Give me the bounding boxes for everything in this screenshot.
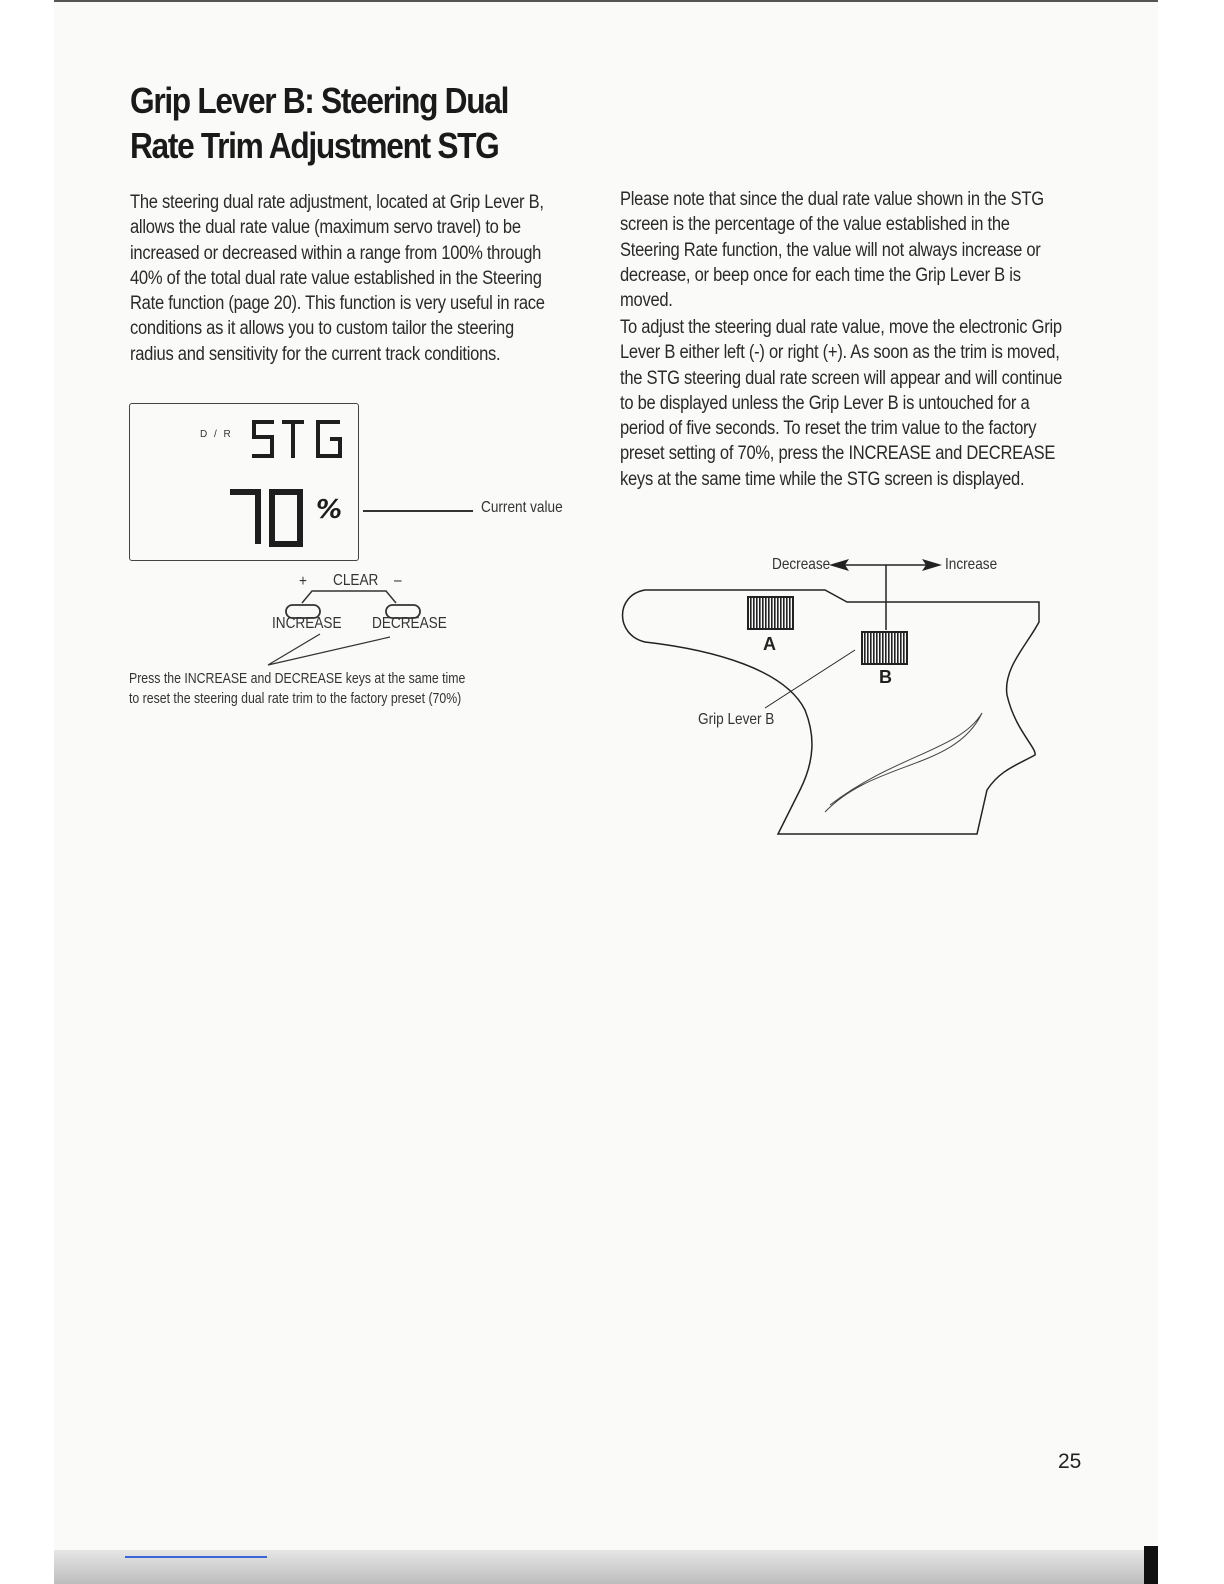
- grip-outline: [623, 590, 1040, 834]
- increase-label: INCREASE: [272, 615, 342, 632]
- increase-direction-label: Increase: [945, 556, 998, 573]
- lcd-glyph-t: [282, 422, 304, 458]
- lcd-segment-display: [130, 404, 358, 560]
- keys-caption: [129, 669, 473, 709]
- lcd-mode-label: D / R: [200, 429, 233, 440]
- minus-sign: –: [394, 572, 402, 589]
- clear-label: CLEAR: [333, 572, 379, 589]
- note-paragraph: Please note that since the dual rate value shown in the STG screen is the percentage of the value established in the Steering Rate function, the value will not always increase or decrease, or beep once for each time the Grip Lever B is moved.: [620, 189, 1044, 312]
- lcd-glyph-g: [318, 422, 340, 456]
- lever-a[interactable]: [748, 597, 793, 629]
- page-title: [130, 78, 552, 168]
- grip-diagram: [615, 550, 1055, 850]
- lever-b-label: B: [879, 667, 892, 687]
- plus-sign: +: [299, 573, 307, 590]
- lcd-screen-name: STG: [302, 456, 304, 457]
- direction-arrow: [829, 559, 942, 630]
- caption-line-1: Press the INCREASE and DECREASE keys at the same time: [129, 670, 466, 687]
- title-line-1: Grip Lever B: Steering Dual: [130, 80, 509, 121]
- scan-artifact-line: [125, 1556, 267, 1558]
- intro-paragraph: The steering dual rate adjustment, located at Grip Lever B, allows the dual rate value (maximum servo travel) to be increased or decreased within a range from 100% through 40% of the total dual rate value established in the Steering Rate function (page 20). This function is very useful in race conditions as it allows you to custom tailor the steering radius and sensitivity for the current track conditions.: [130, 192, 545, 365]
- scan-artifact-corner: [1144, 1546, 1158, 1584]
- lcd-glyph-s: [254, 422, 272, 456]
- current-value-label: Current value: [481, 499, 563, 516]
- lcd-screen-figure: [129, 403, 359, 561]
- caption-line-2: to reset the steering dual rate trim to the factory preset (70%): [129, 690, 462, 707]
- decrease-direction-label: Decrease: [772, 556, 831, 573]
- adjust-paragraph: To adjust the steering dual rate value, move the electronic Grip Lever B either left (-) or right (+). As soon as the trim is moved, the STG steering dual rate screen will appear and will continue to be displayed unless the Grip Lever B is untouched for a period of five seconds. To reset the trim value to the factory preset setting of 70%, press the INCREASE and DECREASE keys at the same time while the STG screen is displayed.: [620, 317, 1063, 490]
- grip-lever-b-label: Grip Lever B: [698, 711, 775, 728]
- scan-margin-left: [0, 0, 54, 1584]
- page-top-edge: [54, 0, 1158, 2]
- title-line-2: Rate Trim Adjustment STG: [130, 125, 499, 166]
- scan-margin-right: [1158, 0, 1224, 1584]
- lcd-unit: %: [316, 495, 343, 525]
- decrease-label: DECREASE: [372, 615, 447, 632]
- callout-leader-line: [363, 510, 473, 512]
- grip-inner-curve: [825, 713, 982, 812]
- lever-b[interactable]: [862, 632, 907, 664]
- lever-a-label: A: [763, 634, 776, 654]
- page-number: 25: [1058, 1450, 1082, 1473]
- lcd-digit-0: [272, 492, 300, 544]
- lcd-digit-7: [230, 492, 258, 544]
